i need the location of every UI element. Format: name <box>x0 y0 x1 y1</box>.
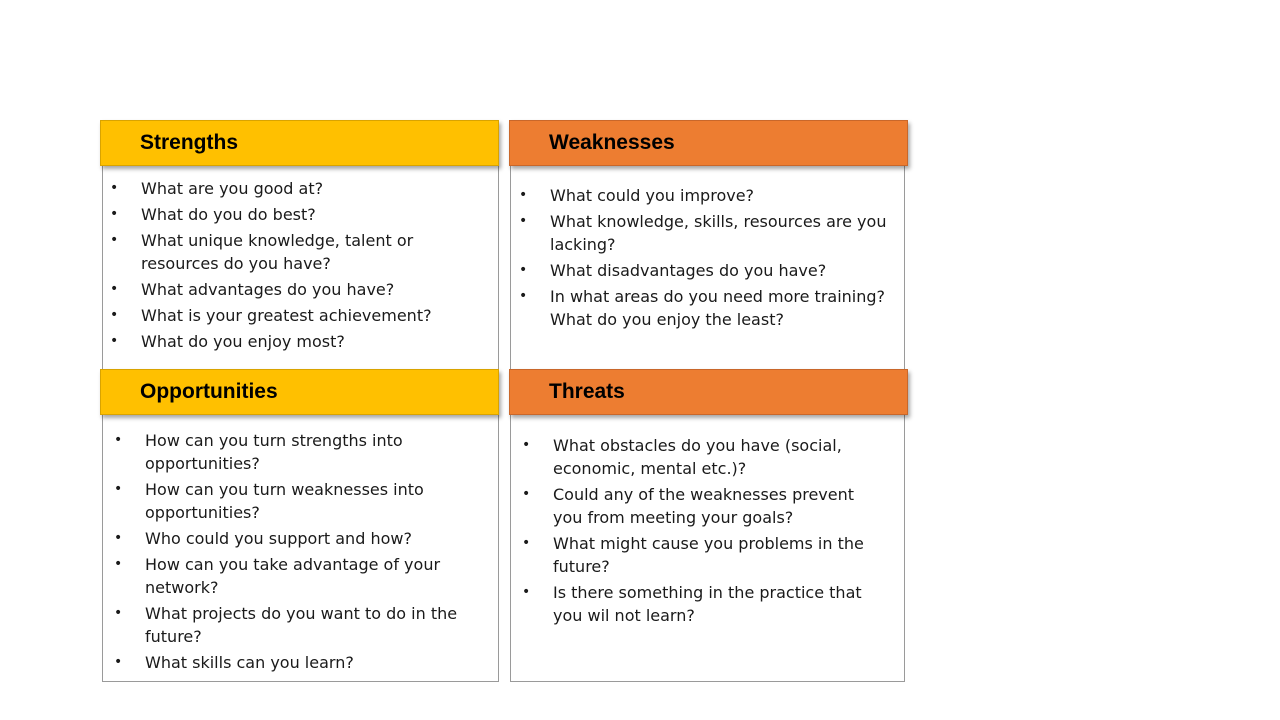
list-item: • What do you enjoy most? <box>108 330 488 353</box>
list-item: • What advantages do you have? <box>108 278 488 301</box>
list-item: • What projects do you want to do in the future? <box>112 602 472 648</box>
list-item: • How can you take advantage of your network? <box>112 553 472 599</box>
list-item: • Is there something in the practice that you wil not learn? <box>520 581 885 627</box>
threats-header <box>509 369 908 415</box>
list-item: • What knowledge, skills, resources are you lacking? <box>517 210 887 256</box>
list-item: • What skills can you learn? <box>112 651 472 674</box>
weaknesses-list <box>517 184 887 334</box>
opportunities-header <box>100 369 499 415</box>
list-item: • What could you improve? <box>517 184 887 207</box>
list-item: • Who could you support and how? <box>112 527 472 550</box>
opportunities-title: Opportunities <box>140 380 278 403</box>
strengths-header <box>100 120 499 166</box>
list-item: • In what areas do you need more training? What do you enjoy the least? <box>517 285 887 331</box>
list-item: • What disadvantages do you have? <box>517 259 887 282</box>
strengths-list <box>108 177 488 356</box>
weaknesses-title: Weaknesses <box>549 131 675 154</box>
list-item: • Could any of the weaknesses prevent you from meeting your goals? <box>520 483 885 529</box>
list-item: • What unique knowledge, talent or resources do you have? <box>108 229 488 275</box>
list-item: • How can you turn strengths into opportunities? <box>112 429 472 475</box>
threats-list <box>520 434 885 630</box>
opportunities-list <box>112 429 472 677</box>
list-item: • What might cause you problems in the future? <box>520 532 885 578</box>
list-item: • What do you do best? <box>108 203 488 226</box>
list-item: • What is your greatest achievement? <box>108 304 488 327</box>
list-item: • What obstacles do you have (social, economic, mental etc.)? <box>520 434 885 480</box>
list-item: • How can you turn weaknesses into opportunities? <box>112 478 472 524</box>
list-item: • What are you good at? <box>108 177 488 200</box>
weaknesses-header <box>509 120 908 166</box>
threats-title: Threats <box>549 380 625 403</box>
strengths-title: Strengths <box>140 131 239 154</box>
